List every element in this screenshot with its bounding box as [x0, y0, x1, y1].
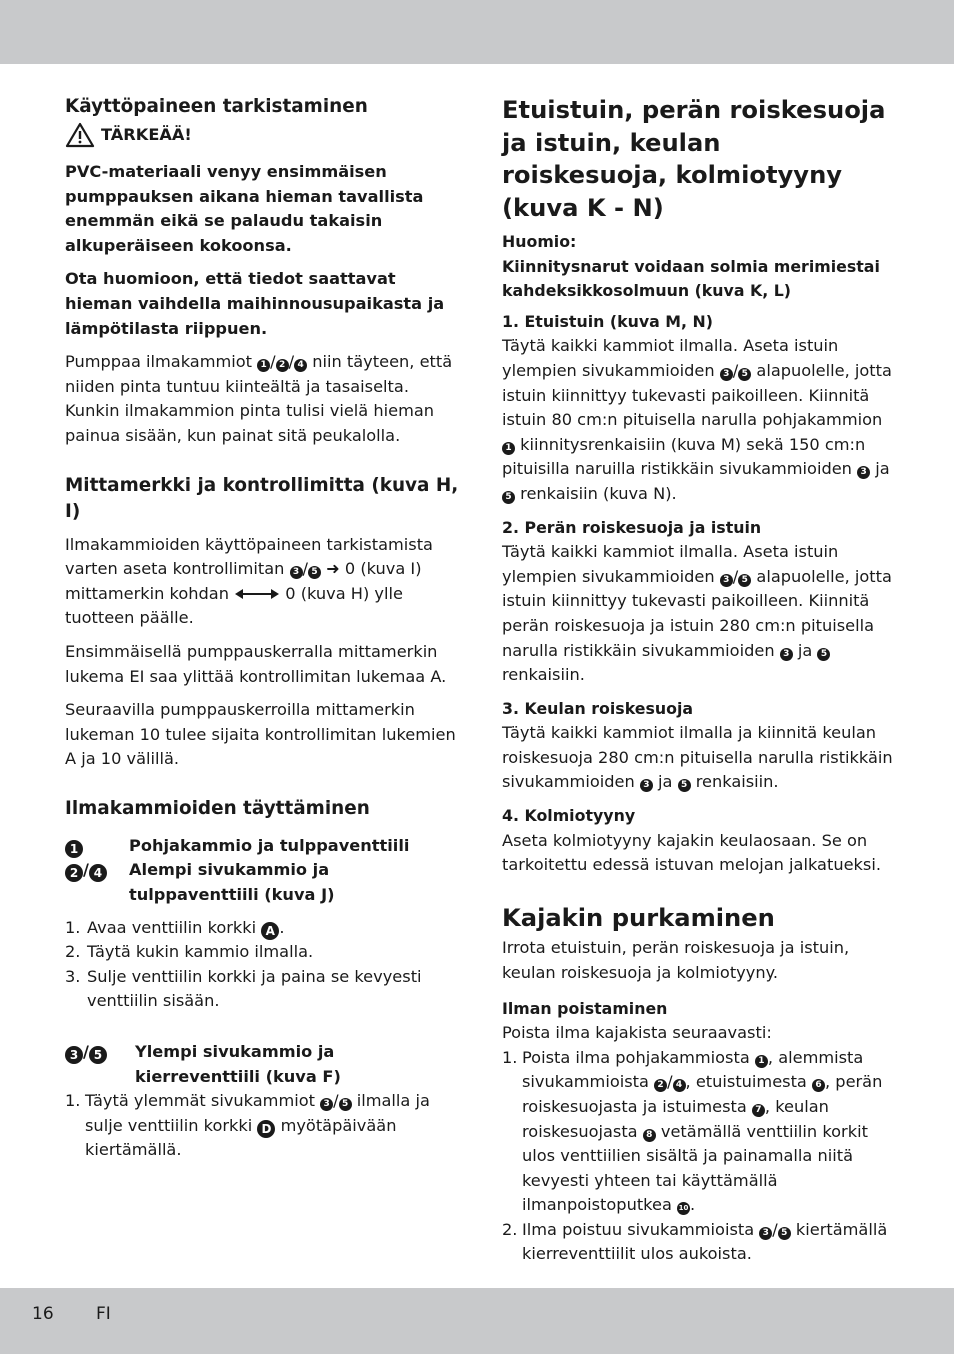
heading-pressure-check: Käyttöpaineen tarkistaminen	[65, 96, 368, 117]
pvc-note: PVC-materiaali venyy ensimmäisen pumppauksen aikana hieman tavallista enemmän eikä se palaudu takaisin alkuperäiseen kokoonsa.	[65, 162, 424, 255]
chamber-2-icon: 2	[654, 1079, 667, 1092]
chamber-5-icon: 5	[738, 368, 751, 381]
chamber-4-icon: 4	[89, 864, 107, 882]
double-arrow-icon	[234, 588, 280, 600]
gauge-instruction: Ilmakammioiden käyttöpaineen tarkistamista varten aseta kontrollimitan 3 / 5 ➜ 0 (kuva I) mittamerkin kohdan 0 (kuva H) ylle tuotteen päälle.	[65, 534, 433, 628]
list-item: 2. Ilma poistuu sivukammioista 3 / 5 kiertämällä kierreventtiilit ulos aukoista.	[502, 1219, 888, 1264]
header-band	[0, 0, 954, 64]
warning-label: TÄRKEÄÄ!	[101, 124, 192, 144]
chamber-1-icon: 1	[755, 1055, 768, 1068]
left-column	[65, 94, 460, 1163]
chamber-3-icon: 3	[780, 648, 793, 661]
chamber-1-icon: 1	[502, 442, 515, 455]
chamber-3-5-header: 3 / 5 Ylempi sivukammio ja kierreventtiili (kuva F)	[65, 1040, 460, 1089]
chamber-3-icon: 3	[759, 1227, 772, 1240]
list-item: 3. Sulje venttiilin korkki ja paina se kevyesti venttiilin sisään.	[65, 966, 422, 1011]
heading-bow-cover: 3. Keulan roiskesuoja	[502, 698, 694, 718]
list-item: 1. Poista ilma pohjakammiosta 1 , alemmista sivukammioista 2 / 4 , etuistuimesta 6 , perän roiskesuojasta ja istuimesta 7 , keulan roiskesuojasta 8 vetämällä venttiilin korkit ulos venttiilien sisältä ja painamalla niitä kevyesti yhteen tai käyttämällä ilmanpoistoputkea 10 .	[502, 1047, 883, 1215]
chamber-3-icon: 3	[640, 779, 653, 792]
chamber-5-icon: 5	[89, 1046, 107, 1064]
first-pump-note: Ensimmäisellä pumppauskerralla mittamerkin lukema EI saa ylittää kontrollimitan lukemaa A.	[65, 641, 447, 686]
chamber-3-icon: 3	[320, 1098, 333, 1111]
heading-seats: Etuistuin, perän roiskesuoja ja istuin, keulan roiskesuoja, kolmiotyyny (kuva K - N)	[502, 96, 886, 222]
triangle-cushion-text: Aseta kolmiotyyny kajakin keulaosaan. Se on tarkoitettu edessä istuvan melojan jalkatueksi.	[502, 830, 881, 875]
chamber-5-icon: 5	[778, 1227, 791, 1240]
list-item: 1. Avaa venttiilin korkki A .	[65, 917, 285, 938]
warning-triangle-icon	[65, 122, 95, 148]
heading-triangle-cushion: 4. Kolmiotyyny	[502, 806, 636, 826]
heading-rear-seat: 2. Perän roiskesuoja ja istuin	[502, 517, 762, 537]
chamber-4-icon: 4	[294, 359, 307, 372]
cap-d-icon: D	[257, 1120, 275, 1138]
cap-a-icon: A	[261, 922, 279, 940]
chamber-1-header: 1 Pohjakammio ja tulppaventtiili	[65, 834, 460, 859]
chamber-5-icon: 5	[339, 1098, 352, 1111]
chamber-1-icon: 1	[65, 840, 83, 858]
temperature-note: Ota huomioon, että tiedot saattavat hieman vaihdella maihinnousupaikasta ja lämpötilasta riippuen.	[65, 269, 445, 338]
chamber-3-icon: 3	[65, 1046, 83, 1064]
chamber-3-icon: 3	[857, 466, 870, 479]
heading-disassembly: Kajakin purkaminen	[502, 903, 775, 932]
chamber-3-icon: 3	[290, 566, 303, 579]
chamber-2-icon: 2	[65, 864, 83, 882]
front-seat-text: Täytä kaikki kammiot ilmalla. Aseta istuin ylempien sivukammioiden 3 / 5 alapuolelle, jotta istuin kiinnittyy tukevasti paikoilleen. Kiinnitä istuin 80 cm:n pituisella narulla pohjakammion 1 kiinnitysrenkaisiin (kuva M) sekä 150 cm:n pituisilla naruilla ristikkäin sivukammioiden 3 ja 5 renkaisiin (kuva N).	[502, 336, 892, 503]
chamber-4-icon: 4	[673, 1079, 686, 1092]
heading-inflate: Ilmakammioiden täyttäminen	[65, 797, 370, 819]
chamber-5-icon: 5	[308, 566, 321, 579]
chamber-3-icon: 3	[720, 368, 733, 381]
upper-chamber-steps	[65, 1089, 460, 1163]
footer-band	[0, 1288, 954, 1354]
heading-deflate: Ilman poistaminen	[502, 998, 668, 1018]
part-8-icon: 8	[643, 1129, 656, 1142]
chamber-5-icon: 5	[738, 574, 751, 587]
part-10-icon: 10	[677, 1202, 690, 1215]
disassembly-text: Irrota etuistuin, perän roiskesuoja ja istuin, keulan roiskesuoja ja kolmiotyyny.	[502, 938, 850, 982]
warning-row	[65, 122, 460, 148]
chamber-2-4-header: 2 / 4 Alempi sivukammio ja tulppaventtiili (kuva J)	[65, 858, 460, 907]
rear-seat-text: Täytä kaikki kammiot ilmalla. Aseta istuin ylempien sivukammioiden 3 / 5 alapuolelle, jotta istuin kiinnittyy tukevasti paikoilleen. Kiinnitä perän roiskesuoja ja istuin 280 cm:n pituisella narulla ristikkäin sivukammioiden 3 ja 5 renkaisiin.	[502, 542, 892, 685]
arrow-right-icon: ➜	[326, 559, 340, 579]
chamber-5-icon: 5	[502, 491, 515, 504]
part-7-icon: 7	[752, 1104, 765, 1117]
chamber-3-icon: 3	[720, 574, 733, 587]
note-text: Kiinnitysnarut voidaan solmia merimiestai kahdeksikkosolmuun (kuva K, L)	[502, 256, 880, 301]
language-code: FI	[96, 1304, 111, 1324]
bow-cover-text: Täytä kaikki kammiot ilmalla ja kiinnitä keulan roiskesuoja 280 cm:n pituisella narulla ristikkäin sivukammioiden 3 ja 5 renkaisiin.	[502, 723, 893, 792]
chamber-5-icon: 5	[817, 648, 830, 661]
heading-gauge: Mittamerkki ja kontrollimitta (kuva H, I)	[65, 474, 459, 522]
next-pump-note: Seuraavilla pumppauskerroilla mittamerkin lukeman 10 tulee sijaita kontrollimitan lukemien A ja 10 välillä.	[65, 700, 456, 769]
note-label: Huomio:	[502, 232, 577, 251]
part-6-icon: 6	[812, 1079, 825, 1092]
deflate-intro: Poista ilma kajakista seuraavasti:	[502, 1023, 772, 1043]
right-column	[502, 94, 894, 1267]
inflate-steps	[65, 916, 460, 1014]
chamber-5-icon: 5	[678, 779, 691, 792]
chamber-2-icon: 2	[276, 359, 289, 372]
page-number: 16	[32, 1304, 54, 1324]
pump-instruction: Pumppaa ilmakammiot 1 / 2 / 4 niin täyteen, että niiden pinta tuntuu kiinteältä ja tasaiselta. Kunkin ilmakammion pinta tulisi vielä hieman painua sisään, kun painat sitä peukalolla.	[65, 352, 453, 445]
heading-front-seat: 1. Etuistuin (kuva M, N)	[502, 311, 713, 331]
chamber-1-icon: 1	[257, 359, 270, 372]
list-item: 1. Täytä ylemmät sivukammiot 3 / 5 ilmalla ja sulje venttiilin korkki D myötäpäivään kiertämällä.	[65, 1091, 430, 1160]
deflate-steps	[502, 1046, 894, 1267]
list-item: 2. Täytä kukin kammio ilmalla.	[65, 942, 314, 962]
